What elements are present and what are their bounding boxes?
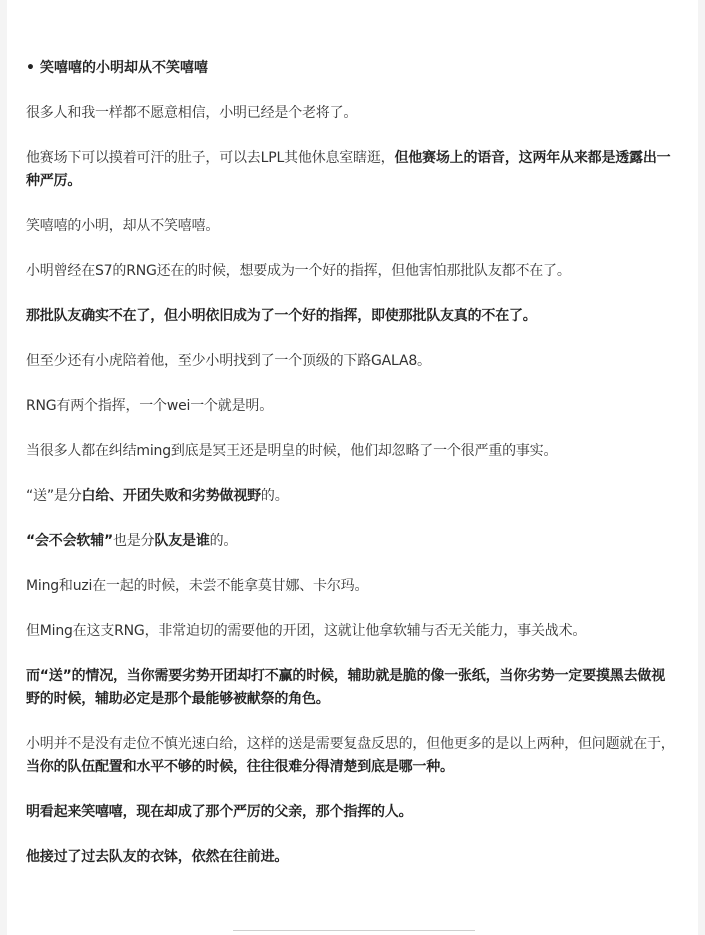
bold-text: 那批队友确实不在了，但小明依旧成为了一个好的指挥，即使那批队友真的不在了。 [26, 308, 537, 324]
paragraph [26, 665, 678, 711]
text-segment: RNG有两个指挥，一个wei一个就是明。 [26, 398, 274, 414]
section-heading-text: 笑嘻嘻的小明却从不笑嘻嘻 [39, 60, 208, 76]
bold-text: 明看起来笑嘻嘻，现在却成了那个严厉的父亲，那个指挥的人。 [26, 804, 413, 820]
bold-text: 队友是谁 [154, 533, 210, 549]
paragraph [26, 395, 678, 418]
paragraph [26, 530, 678, 553]
paragraph [26, 575, 678, 598]
text-segment: 但至少还有小虎陪着他，至少小明找到了一个顶级的下路GALA8。 [26, 353, 431, 369]
text-segment: 很多人和我一样都不愿意相信，小明已经是个老将了。 [26, 105, 358, 121]
article-page [7, 0, 698, 935]
paragraph [26, 102, 678, 125]
paragraph [26, 147, 678, 193]
bold-text: 白给、开团失败和劣势做视野 [81, 488, 261, 504]
text-segment: 的。 [260, 488, 289, 504]
paragraph [26, 801, 678, 824]
paragraph [26, 846, 678, 869]
text-segment: 他赛场下可以摸着可汗的肚子，可以去LPL其他休息室瞎逛， [26, 150, 395, 166]
bold-text: 他接过了过去队友的衣钵，依然在往前进。 [26, 849, 289, 865]
bold-text: 但他赛场上的语音，这两年从来都是透露出一种严厉。 [26, 150, 671, 189]
text-segment: 小明曾经在S7的RNG还在的时候，想要成为一个好的指挥，但他害怕那批队友都不在了。 [26, 263, 571, 279]
text-segment: 笑嘻嘻的小明，却从不笑嘻嘻。 [26, 218, 220, 234]
paragraph [26, 485, 678, 508]
bold-text: “会不会软辅” [26, 533, 114, 549]
bullet-icon: • [26, 60, 35, 76]
bold-text: 而“送”的情况，当你需要劣势开团却打不赢的时候，辅助就是脆的像一张纸，当你劣势一定要摸黑去做视野的时候，辅助必定是那个最能够被献祭的角色。 [26, 668, 665, 707]
bottom-divider [233, 930, 475, 931]
text-segment: 也是分 [113, 533, 155, 549]
text-segment: “送”是分 [26, 488, 82, 504]
section-heading [26, 57, 678, 79]
text-segment: Ming和uzi在一起的时候，未尝不能拿莫甘娜、卡尔玛。 [26, 578, 369, 594]
article-body [26, 102, 678, 869]
text-segment: 小明并不是没有走位不慎光速白给，这样的送是需要复盘反思的，但他更多的是以上两种，但问题就在于， [26, 736, 675, 752]
paragraph [26, 305, 678, 328]
text-segment: 当很多人都在纠结ming到底是冥王还是明皇的时候，他们却忽略了一个很严重的事实。 [26, 443, 558, 459]
text-segment: 的。 [209, 533, 238, 549]
text-segment: 但Ming在这支RNG，非常迫切的需要他的开团，这就让他拿软辅与否无关能力，事关战术。 [26, 623, 587, 639]
paragraph [26, 260, 678, 283]
paragraph [26, 620, 678, 643]
paragraph [26, 350, 678, 373]
paragraph [26, 733, 678, 779]
paragraph [26, 215, 678, 238]
bold-text: 当你的队伍配置和水平不够的时候，往往很难分得清楚到底是哪一种。 [26, 759, 454, 775]
paragraph [26, 440, 678, 463]
